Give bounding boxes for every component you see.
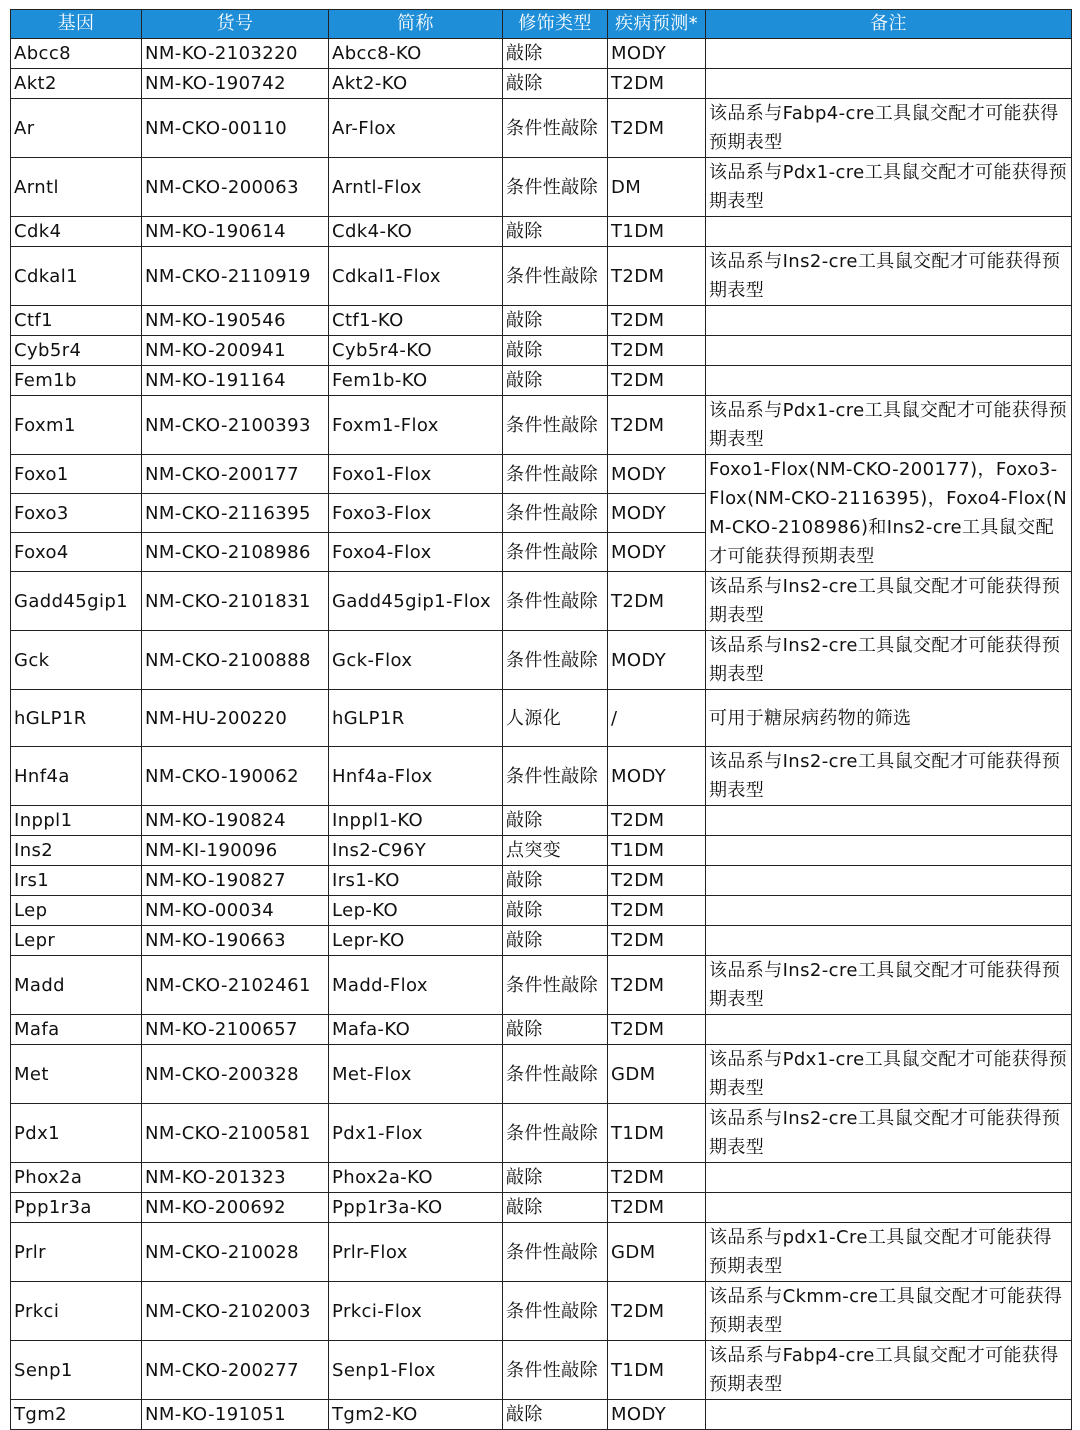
cell-code: NM-KO-2100657	[142, 1015, 329, 1045]
table-body	[11, 39, 1072, 1430]
table-row	[11, 690, 1072, 747]
cell-abbr: Hnf4a-Flox	[329, 747, 503, 806]
cell-abbr: Prkci-Flox	[329, 1282, 503, 1341]
cell-disease: GDM	[608, 1045, 706, 1104]
cell-gene: Cyb5r4	[11, 336, 142, 366]
cell-abbr: Cdkal1-Flox	[329, 247, 503, 306]
table-row	[11, 1341, 1072, 1400]
cell-code: NM-CKO-200177	[142, 455, 329, 494]
cell-abbr: Irs1-KO	[329, 866, 503, 896]
cell-type: 条件性敲除	[503, 1104, 608, 1163]
cell-abbr: Ctf1-KO	[329, 306, 503, 336]
cell-note: 该品系与Fabp4-cre工具鼠交配才可能获得预期表型	[706, 1341, 1072, 1400]
header-abbr: 简称	[329, 10, 503, 39]
table-row	[11, 1282, 1072, 1341]
cell-gene: Ppp1r3a	[11, 1193, 142, 1223]
table-row	[11, 306, 1072, 336]
cell-disease: T2DM	[608, 306, 706, 336]
cell-gene: Mafa	[11, 1015, 142, 1045]
cell-disease: T2DM	[608, 69, 706, 99]
cell-code: NM-CKO-00110	[142, 99, 329, 158]
cell-disease: MODY	[608, 631, 706, 690]
cell-code: NM-KO-2103220	[142, 39, 329, 69]
cell-abbr: Mafa-KO	[329, 1015, 503, 1045]
cell-gene: Foxo4	[11, 533, 142, 572]
cell-type: 条件性敲除	[503, 1045, 608, 1104]
cell-disease: T1DM	[608, 836, 706, 866]
cell-code: NM-KO-00034	[142, 896, 329, 926]
cell-gene: Akt2	[11, 69, 142, 99]
cell-gene: Pdx1	[11, 1104, 142, 1163]
cell-note	[706, 306, 1072, 336]
cell-abbr: Fem1b-KO	[329, 366, 503, 396]
table-row	[11, 396, 1072, 455]
table-row	[11, 336, 1072, 366]
cell-abbr: Prlr-Flox	[329, 1223, 503, 1282]
cell-note: 该品系与Ins2-cre工具鼠交配才可能获得预期表型	[706, 747, 1072, 806]
cell-disease: T2DM	[608, 247, 706, 306]
mouse-strain-table	[10, 9, 1072, 1430]
cell-type: 敲除	[503, 217, 608, 247]
table-row	[11, 99, 1072, 158]
cell-disease: /	[608, 690, 706, 747]
cell-type: 条件性敲除	[503, 747, 608, 806]
table-row	[11, 1193, 1072, 1223]
cell-code: NM-KO-190614	[142, 217, 329, 247]
cell-type: 人源化	[503, 690, 608, 747]
cell-type: 敲除	[503, 39, 608, 69]
cell-disease: GDM	[608, 1223, 706, 1282]
table-row	[11, 158, 1072, 217]
cell-abbr: Madd-Flox	[329, 956, 503, 1015]
cell-disease: T1DM	[608, 1341, 706, 1400]
header-gene: 基因	[11, 10, 142, 39]
cell-gene: Ar	[11, 99, 142, 158]
cell-abbr: Tgm2-KO	[329, 1400, 503, 1430]
cell-type: 敲除	[503, 866, 608, 896]
cell-gene: Lep	[11, 896, 142, 926]
cell-gene: Ctf1	[11, 306, 142, 336]
cell-code: NM-CKO-2116395	[142, 494, 329, 533]
cell-gene: Hnf4a	[11, 747, 142, 806]
cell-gene: Abcc8	[11, 39, 142, 69]
cell-note	[706, 1163, 1072, 1193]
cell-disease: T2DM	[608, 572, 706, 631]
cell-code: NM-KO-201323	[142, 1163, 329, 1193]
cell-note	[706, 836, 1072, 866]
cell-note: 该品系与Ins2-cre工具鼠交配才可能获得预期表型	[706, 631, 1072, 690]
cell-disease: T2DM	[608, 1163, 706, 1193]
cell-disease: T2DM	[608, 336, 706, 366]
table-row	[11, 1163, 1072, 1193]
cell-abbr: Foxm1-Flox	[329, 396, 503, 455]
cell-gene: Lepr	[11, 926, 142, 956]
cell-note	[706, 1015, 1072, 1045]
cell-abbr: Foxo1-Flox	[329, 455, 503, 494]
cell-disease: T2DM	[608, 396, 706, 455]
cell-abbr: Senp1-Flox	[329, 1341, 503, 1400]
cell-note: 该品系与Pdx1-cre工具鼠交配才可能获得预期表型	[706, 158, 1072, 217]
cell-type: 敲除	[503, 926, 608, 956]
table-row	[11, 1045, 1072, 1104]
cell-type: 条件性敲除	[503, 247, 608, 306]
cell-gene: Prkci	[11, 1282, 142, 1341]
table-row	[11, 866, 1072, 896]
table-row	[11, 69, 1072, 99]
cell-type: 条件性敲除	[503, 455, 608, 494]
cell-disease: T2DM	[608, 1193, 706, 1223]
cell-gene: Prlr	[11, 1223, 142, 1282]
cell-disease: T2DM	[608, 866, 706, 896]
cell-note: 该品系与Fabp4-cre工具鼠交配才可能获得预期表型	[706, 99, 1072, 158]
cell-code: NM-CKO-2101831	[142, 572, 329, 631]
cell-disease: T1DM	[608, 1104, 706, 1163]
table-row	[11, 366, 1072, 396]
cell-disease: T2DM	[608, 806, 706, 836]
cell-gene: Gadd45gip1	[11, 572, 142, 631]
cell-code: NM-KO-190827	[142, 866, 329, 896]
cell-note	[706, 1400, 1072, 1430]
cell-note: 该品系与Ckmm-cre工具鼠交配才可能获得预期表型	[706, 1282, 1072, 1341]
table-row	[11, 631, 1072, 690]
cell-type: 敲除	[503, 69, 608, 99]
cell-type: 条件性敲除	[503, 99, 608, 158]
cell-type: 条件性敲除	[503, 1282, 608, 1341]
table-row	[11, 247, 1072, 306]
table-row	[11, 39, 1072, 69]
cell-disease: T2DM	[608, 926, 706, 956]
cell-gene: Ins2	[11, 836, 142, 866]
cell-note	[706, 926, 1072, 956]
cell-abbr: Met-Flox	[329, 1045, 503, 1104]
table-row	[11, 896, 1072, 926]
cell-gene: Senp1	[11, 1341, 142, 1400]
cell-note: 该品系与Pdx1-cre工具鼠交配才可能获得预期表型	[706, 396, 1072, 455]
cell-code: NM-CKO-2102003	[142, 1282, 329, 1341]
cell-type: 条件性敲除	[503, 956, 608, 1015]
cell-gene: Fem1b	[11, 366, 142, 396]
cell-gene: Madd	[11, 956, 142, 1015]
cell-code: NM-HU-200220	[142, 690, 329, 747]
cell-type: 敲除	[503, 1015, 608, 1045]
cell-disease: MODY	[608, 1400, 706, 1430]
table-row	[11, 806, 1072, 836]
cell-disease: MODY	[608, 494, 706, 533]
cell-abbr: Phox2a-KO	[329, 1163, 503, 1193]
cell-type: 敲除	[503, 306, 608, 336]
cell-code: NM-CKO-2102461	[142, 956, 329, 1015]
cell-abbr: hGLP1R	[329, 690, 503, 747]
cell-gene: Arntl	[11, 158, 142, 217]
table-row	[11, 836, 1072, 866]
cell-abbr: Lep-KO	[329, 896, 503, 926]
cell-note	[706, 366, 1072, 396]
cell-disease: T2DM	[608, 1282, 706, 1341]
cell-abbr: Ar-Flox	[329, 99, 503, 158]
table-row	[11, 956, 1072, 1015]
header-code: 货号	[142, 10, 329, 39]
cell-note: 该品系与Ins2-cre工具鼠交配才可能获得预期表型	[706, 572, 1072, 631]
cell-note: 该品系与Ins2-cre工具鼠交配才可能获得预期表型	[706, 956, 1072, 1015]
table-row	[11, 1223, 1072, 1282]
cell-code: NM-CKO-200328	[142, 1045, 329, 1104]
cell-type: 条件性敲除	[503, 158, 608, 217]
cell-disease: T2DM	[608, 1015, 706, 1045]
cell-abbr: Abcc8-KO	[329, 39, 503, 69]
cell-code: NM-KO-191051	[142, 1400, 329, 1430]
table-header-row	[11, 10, 1072, 39]
cell-disease: T1DM	[608, 217, 706, 247]
cell-note	[706, 69, 1072, 99]
cell-disease: T2DM	[608, 896, 706, 926]
cell-code: NM-CKO-200063	[142, 158, 329, 217]
cell-note	[706, 866, 1072, 896]
cell-note: 该品系与Pdx1-cre工具鼠交配才可能获得预期表型	[706, 1045, 1072, 1104]
cell-gene: Cdk4	[11, 217, 142, 247]
cell-abbr: Inppl1-KO	[329, 806, 503, 836]
cell-type: 条件性敲除	[503, 396, 608, 455]
cell-type: 条件性敲除	[503, 1223, 608, 1282]
cell-type: 点突变	[503, 836, 608, 866]
cell-code: NM-CKO-2100393	[142, 396, 329, 455]
cell-code: NM-KI-190096	[142, 836, 329, 866]
cell-note	[706, 896, 1072, 926]
cell-gene: hGLP1R	[11, 690, 142, 747]
cell-abbr: Pdx1-Flox	[329, 1104, 503, 1163]
cell-code: NM-CKO-2100581	[142, 1104, 329, 1163]
cell-code: NM-CKO-190062	[142, 747, 329, 806]
cell-type: 敲除	[503, 1400, 608, 1430]
cell-abbr: Cyb5r4-KO	[329, 336, 503, 366]
cell-type: 敲除	[503, 366, 608, 396]
cell-type: 敲除	[503, 336, 608, 366]
cell-code: NM-KO-191164	[142, 366, 329, 396]
header-note: 备注	[706, 10, 1072, 39]
cell-note: 该品系与Ins2-cre工具鼠交配才可能获得预期表型	[706, 1104, 1072, 1163]
cell-disease: DM	[608, 158, 706, 217]
cell-code: NM-CKO-200277	[142, 1341, 329, 1400]
cell-abbr: Arntl-Flox	[329, 158, 503, 217]
cell-abbr: Gadd45gip1-Flox	[329, 572, 503, 631]
cell-note	[706, 217, 1072, 247]
cell-disease: T2DM	[608, 956, 706, 1015]
cell-code: NM-KO-190824	[142, 806, 329, 836]
cell-type: 敲除	[503, 1193, 608, 1223]
cell-disease: MODY	[608, 39, 706, 69]
cell-abbr: Gck-Flox	[329, 631, 503, 690]
table-row	[11, 1015, 1072, 1045]
cell-type: 敲除	[503, 896, 608, 926]
cell-note	[706, 39, 1072, 69]
cell-code: NM-CKO-2100888	[142, 631, 329, 690]
table-row	[11, 455, 1072, 494]
cell-gene: Phox2a	[11, 1163, 142, 1193]
cell-type: 敲除	[503, 1163, 608, 1193]
cell-code: NM-CKO-2110919	[142, 247, 329, 306]
cell-code: NM-CKO-210028	[142, 1223, 329, 1282]
cell-disease: T2DM	[608, 366, 706, 396]
cell-type: 条件性敲除	[503, 494, 608, 533]
cell-disease: MODY	[608, 747, 706, 806]
cell-gene: Foxo3	[11, 494, 142, 533]
cell-type: 条件性敲除	[503, 572, 608, 631]
cell-abbr: Akt2-KO	[329, 69, 503, 99]
cell-note	[706, 336, 1072, 366]
cell-gene: Met	[11, 1045, 142, 1104]
cell-code: NM-KO-190546	[142, 306, 329, 336]
table-row	[11, 747, 1072, 806]
table-row	[11, 217, 1072, 247]
cell-abbr: Foxo3-Flox	[329, 494, 503, 533]
cell-gene: Irs1	[11, 866, 142, 896]
cell-disease: MODY	[608, 533, 706, 572]
cell-disease: T2DM	[608, 99, 706, 158]
cell-code: NM-CKO-2108986	[142, 533, 329, 572]
cell-type: 条件性敲除	[503, 631, 608, 690]
cell-type: 敲除	[503, 806, 608, 836]
cell-gene: Inppl1	[11, 806, 142, 836]
cell-abbr: Ins2-C96Y	[329, 836, 503, 866]
header-disease: 疾病预测*	[608, 10, 706, 39]
cell-note: 可用于糖尿病药物的筛选	[706, 690, 1072, 747]
cell-note-merged: Foxo1-Flox(NM-CKO-200177)，Foxo3-Flox(NM-CKO-2116395)，Foxo4-Flox(NM-CKO-2108986)和Ins2-cre工具鼠交配才可能获得预期表型	[706, 455, 1072, 572]
table-row	[11, 926, 1072, 956]
cell-type: 条件性敲除	[503, 1341, 608, 1400]
header-type: 修饰类型	[503, 10, 608, 39]
table-row	[11, 572, 1072, 631]
cell-abbr: Lepr-KO	[329, 926, 503, 956]
cell-code: NM-KO-190663	[142, 926, 329, 956]
cell-abbr: Cdk4-KO	[329, 217, 503, 247]
cell-note: 该品系与pdx1-Cre工具鼠交配才可能获得预期表型	[706, 1223, 1072, 1282]
cell-gene: Foxm1	[11, 396, 142, 455]
cell-abbr: Foxo4-Flox	[329, 533, 503, 572]
table-row	[11, 1400, 1072, 1430]
cell-gene: Tgm2	[11, 1400, 142, 1430]
cell-type: 条件性敲除	[503, 533, 608, 572]
cell-code: NM-KO-200941	[142, 336, 329, 366]
cell-note	[706, 806, 1072, 836]
cell-abbr: Ppp1r3a-KO	[329, 1193, 503, 1223]
cell-note: 该品系与Ins2-cre工具鼠交配才可能获得预期表型	[706, 247, 1072, 306]
cell-gene: Foxo1	[11, 455, 142, 494]
cell-gene: Gck	[11, 631, 142, 690]
table-row	[11, 1104, 1072, 1163]
cell-note	[706, 1193, 1072, 1223]
cell-gene: Cdkal1	[11, 247, 142, 306]
cell-disease: MODY	[608, 455, 706, 494]
cell-code: NM-KO-190742	[142, 69, 329, 99]
cell-code: NM-KO-200692	[142, 1193, 329, 1223]
